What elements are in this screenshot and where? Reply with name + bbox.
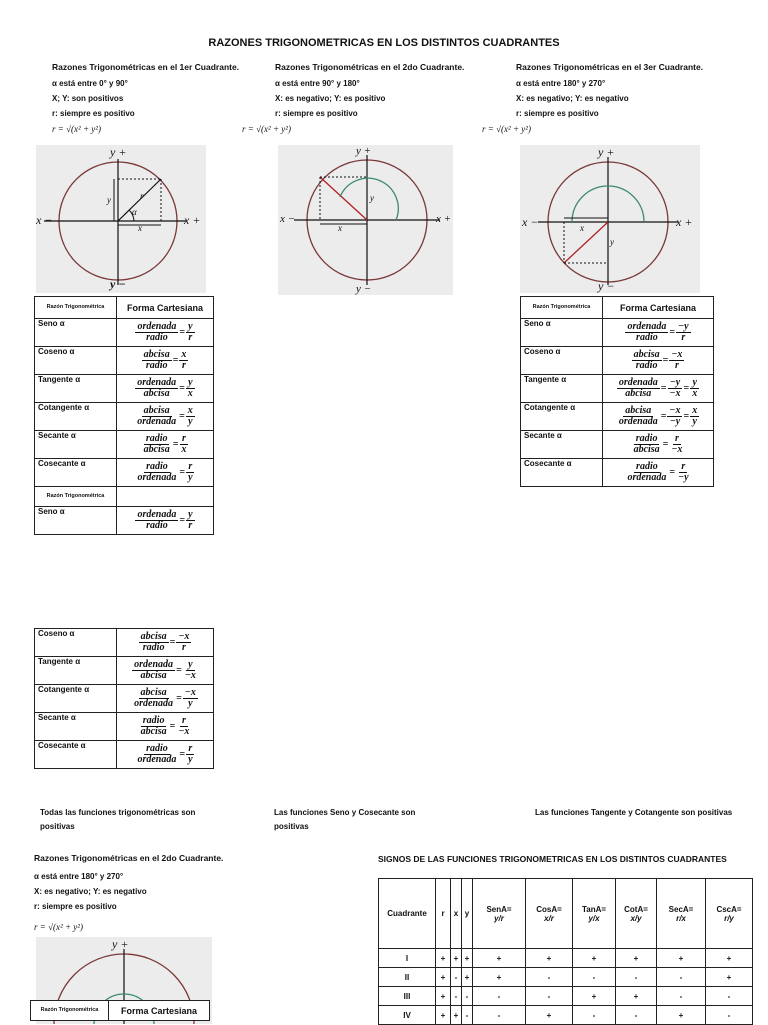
ratios-table-q4	[30, 1000, 210, 1021]
section-q2-line-3: r: siempre es positivo	[275, 109, 358, 118]
signs-cell: +	[526, 1006, 573, 1025]
radius-formula-q4: r = √(x² + y²)	[34, 922, 83, 932]
signs-header-cell: CosA= x/r	[526, 879, 573, 949]
section-q3-info	[516, 62, 756, 121]
axis-x-minus-label: x −	[280, 213, 296, 225]
ratio-name: Seno α	[35, 507, 117, 535]
ratio-name: Cosecante α	[35, 459, 117, 487]
ratio-name: Cosecante α	[521, 459, 603, 487]
y-segment-label: y	[107, 195, 111, 205]
ratio-name: Tangente α	[35, 657, 117, 685]
signs-cell: +	[462, 949, 473, 968]
ratio-name: Seno α	[521, 319, 603, 347]
cartesian-form: $\frac{\text{radio}}{\text{ordenada}}$ = $\frac{r}{y}$	[117, 741, 214, 769]
section-q2-line-1: α está entre 90° y 180°	[275, 79, 360, 88]
signs-cell: -	[526, 987, 573, 1006]
signs-cell: +	[616, 949, 657, 968]
signs-header-cell: CscA= r/y	[706, 879, 753, 949]
signs-cell: -	[451, 968, 462, 987]
y-segment-label: y	[610, 237, 614, 247]
cartesian-form: $\frac{\text{abcisa}}{\text{ordenada}}$ = $\frac{-x}{-y}$ = $\frac{x}{y}$	[603, 403, 714, 431]
section-q1-heading: Razones Trigonométricas en el 1er Cuadrante.	[52, 62, 240, 72]
ratio-name: Coseno α	[521, 347, 603, 375]
signs-header-cell: Cuadrante	[379, 879, 436, 949]
signs-cell: -	[706, 987, 753, 1006]
signs-cell: -	[706, 1006, 753, 1025]
signs-cell: +	[573, 987, 616, 1006]
signs-header-cell: CotA= x/y	[616, 879, 657, 949]
section-q3-line-1: α está entre 180° y 270°	[516, 79, 606, 88]
cartesian-form: $\frac{\text{radio}}{\text{abcisa}}$ = $\frac{r}{x}$	[117, 431, 214, 459]
signs-cell: -	[473, 1006, 526, 1025]
ratio-row	[35, 319, 214, 347]
signs-cell: +	[657, 949, 706, 968]
header-ratio: Razón Trigonométrica	[35, 487, 117, 507]
section-q4-info	[34, 853, 274, 914]
ratio-name: Cotangente α	[35, 685, 117, 713]
signs-cell: +	[573, 949, 616, 968]
signs-cell: -	[616, 1006, 657, 1025]
section-q1-line-2: X; Y: son positivos	[52, 94, 124, 103]
note-quadrant-3: Las funciones Tangente y Cotangente son positivas	[535, 808, 733, 817]
ratio-row	[521, 459, 714, 487]
ratio-row	[35, 459, 214, 487]
ratio-row	[35, 403, 214, 431]
axis-x-minus-label: x −	[36, 213, 53, 227]
signs-cell: +	[436, 1006, 451, 1025]
signs-cell: -	[473, 987, 526, 1006]
signs-header-cell: SecA= r/x	[657, 879, 706, 949]
signs-cell: -	[462, 987, 473, 1006]
signs-cell: +	[436, 987, 451, 1006]
section-q1-info	[52, 62, 262, 121]
ratio-row	[35, 431, 214, 459]
ratio-name: Cotangente α	[521, 403, 603, 431]
signs-cell: -	[657, 968, 706, 987]
cartesian-form: $\frac{\text{radio}}{\text{ordenada}}$ = $\frac{r}{y}$	[117, 459, 214, 487]
x-segment-label: x	[338, 223, 342, 233]
ratio-row	[521, 431, 714, 459]
radius-formula-q2: r = √(x² + y²)	[242, 124, 291, 134]
ratios-table-q1	[34, 296, 214, 535]
signs-header-cell: TanA= y/x	[573, 879, 616, 949]
signs-title: SIGNOS DE LAS FUNCIONES TRIGONOMETRICAS EN LOS DISTINTOS CUADRANTES	[378, 854, 727, 864]
section-q2-info	[275, 62, 495, 121]
ratio-row	[35, 657, 214, 685]
signs-cell: -	[657, 987, 706, 1006]
radius-label: r	[140, 191, 144, 201]
signs-cell: +	[706, 949, 753, 968]
signs-cell: III	[379, 987, 436, 1006]
axis-y-minus-label: y −	[110, 277, 126, 291]
axis-x-minus-label: x −	[522, 215, 539, 229]
ratio-name: Seno α	[35, 319, 117, 347]
section-q2-line-2: X: es negativo; Y: es positivo	[275, 94, 386, 103]
ratio-name: Secante α	[35, 431, 117, 459]
ratio-row	[521, 403, 714, 431]
signs-cell: I	[379, 949, 436, 968]
radius-formula-q1: r = √(x² + y²)	[52, 124, 101, 134]
cartesian-form: $\frac{\text{abcisa}}{\text{radio}}$ = $\frac{-x}{r}$	[603, 347, 714, 375]
section-q2-heading: Razones Trigonométricas en el 2do Cuadrante.	[275, 62, 465, 72]
header-form: Forma Cartesiana	[117, 297, 214, 319]
ratio-name: Secante α	[521, 431, 603, 459]
ratio-row	[35, 347, 214, 375]
ratio-row	[35, 507, 214, 535]
section-q3-line-3: r: siempre es positivo	[516, 109, 599, 118]
page-title: RAZONES TRIGONOMETRICAS EN LOS DISTINTOS CUADRANTES	[208, 37, 560, 49]
ratio-name: Coseno α	[35, 629, 117, 657]
cartesian-form: $\frac{\text{ordenada}}{\text{radio}}$ = $\frac{y}{r}$	[117, 319, 214, 347]
ratio-row	[521, 375, 714, 403]
axis-x-plus-label: x +	[676, 215, 693, 229]
signs-cell: +	[462, 968, 473, 987]
cartesian-form: $\frac{\text{abcisa}}{\text{radio}}$ = $\frac{x}{r}$	[117, 347, 214, 375]
section-q4-heading: Razones Trigonométricas en el 2do Cuadrante.	[34, 853, 224, 863]
axis-y-plus-label: y +	[356, 145, 372, 157]
alpha-label: α	[132, 207, 137, 217]
ratio-row	[35, 375, 214, 403]
signs-cell: +	[451, 949, 462, 968]
cartesian-form: $\frac{\text{abcisa}}{\text{ordenada}}$ = $\frac{x}{y}$	[117, 403, 214, 431]
section-q4-line-2: X: es negativo; Y: es negativo	[34, 887, 147, 896]
signs-cell: +	[436, 968, 451, 987]
ratio-row	[35, 741, 214, 769]
x-segment-label: x	[580, 223, 584, 233]
header-ratio: Razón Trigonométrica	[521, 297, 603, 319]
section-q4-line-3: r: siempre es positivo	[34, 902, 117, 911]
section-q3-heading: Razones Trigonométricas en el 3er Cuadrante.	[516, 62, 704, 72]
ratio-name: Cosecante α	[35, 741, 117, 769]
ratio-name: Tangente α	[35, 375, 117, 403]
cartesian-form: $\frac{\text{ordenada}}{\text{radio}}$ = $\frac{-y}{r}$	[603, 319, 714, 347]
axis-x-plus-label: x +	[436, 213, 452, 225]
signs-cell: IV	[379, 1006, 436, 1025]
signs-cell: +	[706, 968, 753, 987]
signs-cell: II	[379, 968, 436, 987]
axis-y-plus-label: y +	[110, 145, 127, 159]
signs-cell: +	[436, 949, 451, 968]
ratio-name: Coseno α	[35, 347, 117, 375]
ratio-row	[35, 629, 214, 657]
cartesian-form: $\frac{\text{abcisa}}{\text{ordenada}}$ = $\frac{-x}{y}$	[117, 685, 214, 713]
axis-y-minus-label: y −	[598, 279, 615, 293]
signs-row	[379, 949, 753, 968]
cartesian-form: $\frac{\text{radio}}{\text{ordenada}}$ = $\frac{r}{-y}$	[603, 459, 714, 487]
signs-cell: +	[526, 949, 573, 968]
cartesian-form: $\frac{\text{ordenada}}{\text{radio}}$ = $\frac{y}{r}$	[117, 507, 214, 535]
cartesian-form: $\frac{\text{ordenada}}{\text{abcisa}}$ = $\frac{-y}{-x}$ = $\frac{y}{x}$	[603, 375, 714, 403]
signs-cell: +	[657, 1006, 706, 1025]
signs-cell: +	[616, 987, 657, 1006]
ratio-row	[35, 685, 214, 713]
axis-x-plus-label: x +	[184, 213, 201, 227]
ratio-row	[521, 319, 714, 347]
ratio-name: Secante α	[35, 713, 117, 741]
signs-cell: +	[473, 968, 526, 987]
signs-header-cell: r	[436, 879, 451, 949]
ratios-table-q2	[34, 628, 214, 769]
signs-header-cell: SenA= y/r	[473, 879, 526, 949]
note-quadrant-1: Todas las funciones trigonométricas son positivas	[40, 808, 196, 831]
header-form: Forma Cartesiana	[603, 297, 714, 319]
cartesian-form: $\frac{\text{ordenada}}{\text{abcisa}}$ = $\frac{y}{-x}$	[117, 657, 214, 685]
radius-formula-q3: r = √(x² + y²)	[482, 124, 531, 134]
axis-y-plus-label: y +	[598, 145, 615, 159]
ratio-row	[35, 713, 214, 741]
axis-y-minus-label: y −	[356, 283, 372, 295]
signs-row	[379, 1006, 753, 1025]
section-q1-line-3: r: siempre es positivo	[52, 109, 135, 118]
ratio-name: Cotangente α	[35, 403, 117, 431]
section-q1-line-1: α está entre 0° y 90°	[52, 79, 128, 88]
ratio-name: Tangente α	[521, 375, 603, 403]
unit-circle-q1-diagram	[36, 145, 206, 293]
cartesian-form: $\frac{\text{radio}}{\text{abcisa}}$ = $\frac{r}{-x}$	[117, 713, 214, 741]
note-quadrant-2: Las funciones Seno y Cosecante son positivas	[274, 808, 416, 831]
signs-header-cell: y	[462, 879, 473, 949]
section-q3-line-2: X: es negativo; Y: es negativo	[516, 94, 629, 103]
signs-row	[379, 968, 753, 987]
y-segment-label: y	[370, 193, 374, 203]
signs-cell: +	[473, 949, 526, 968]
unit-circle-q2-diagram	[278, 145, 453, 295]
header-ratio: Razón Trigonométrica	[31, 1001, 109, 1021]
signs-cell: -	[526, 968, 573, 987]
cartesian-form: $\frac{\text{ordenada}}{\text{abcisa}}$ = $\frac{y}{x}$	[117, 375, 214, 403]
cartesian-form: $\frac{\text{abcisa}}{\text{radio}}$ = $\frac{-x}{r}$	[117, 629, 214, 657]
signs-cell: -	[462, 1006, 473, 1025]
header-ratio: Razón Trigonométrica	[35, 297, 117, 319]
unit-circle-q3-diagram	[520, 145, 700, 293]
section-q4-line-1: α está entre 180° y 270°	[34, 872, 124, 881]
signs-cell: -	[573, 1006, 616, 1025]
x-segment-label: x	[138, 223, 142, 233]
ratios-table-q3	[520, 296, 714, 487]
signs-row	[379, 987, 753, 1006]
signs-table	[378, 878, 753, 1025]
ratio-row	[521, 347, 714, 375]
signs-cell: +	[451, 1006, 462, 1025]
signs-header-cell: x	[451, 879, 462, 949]
axis-y-plus-label: y +	[112, 937, 129, 951]
signs-cell: -	[573, 968, 616, 987]
header-form: Forma Cartesiana	[109, 1001, 210, 1021]
cartesian-form: $\frac{\text{radio}}{\text{abcisa}}$ = $\frac{r}{-x}$	[603, 431, 714, 459]
signs-cell: -	[616, 968, 657, 987]
signs-cell: -	[451, 987, 462, 1006]
